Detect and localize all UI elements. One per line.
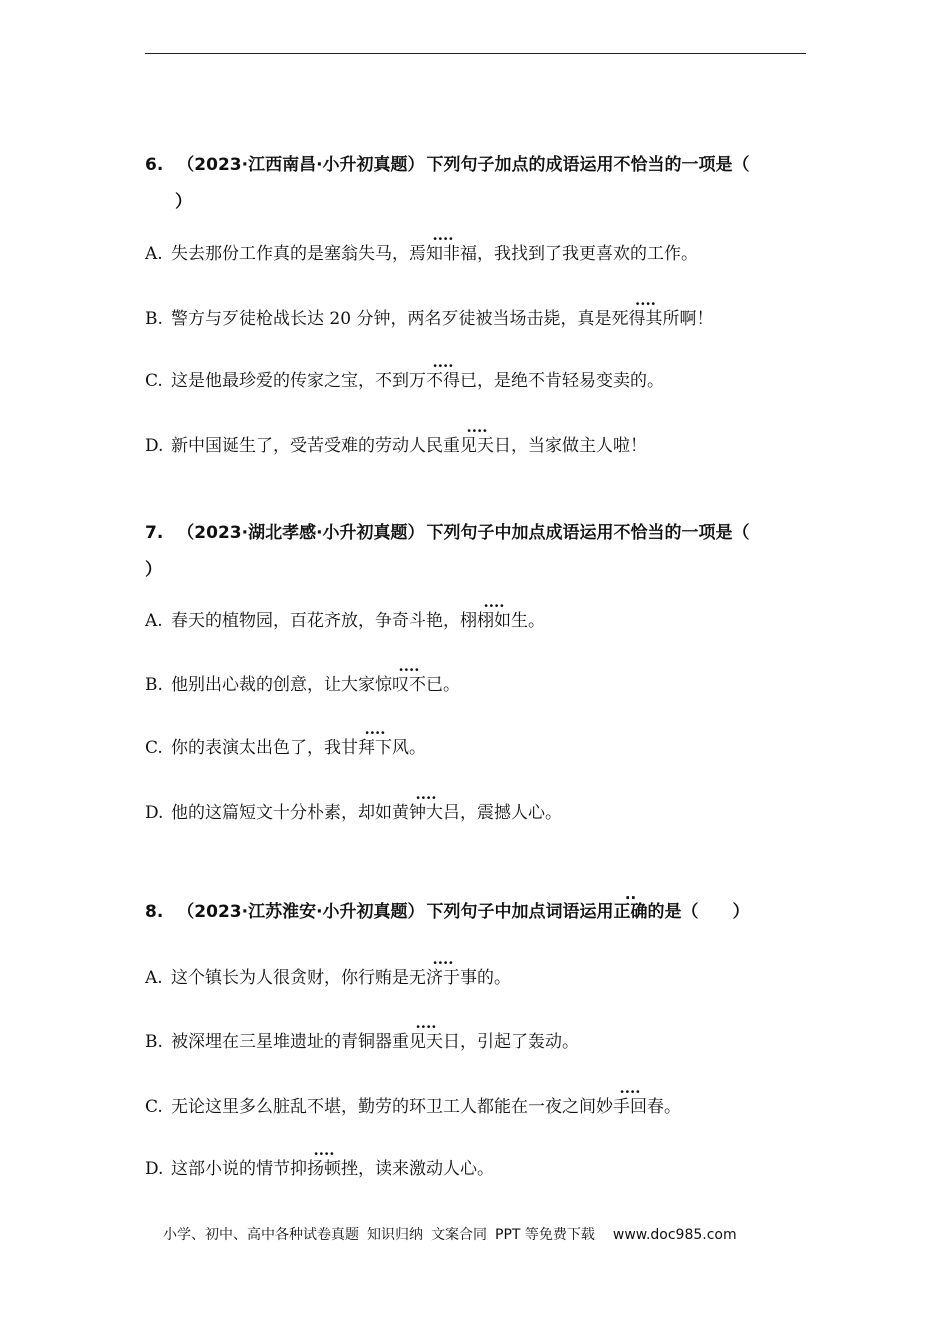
option-text: 失去那份工作真的是塞翁失马， — [171, 244, 409, 264]
option-text: 警方与歹徒枪战长达 20 分钟，两名歹徒被当场击毙，真是 — [171, 309, 612, 329]
question-stem: 的是（ — [647, 902, 699, 922]
question-7-paren-close: ） — [145, 560, 162, 580]
option-text: 的。 — [477, 968, 511, 988]
question-paren-close: ） — [732, 902, 750, 922]
question-7-heading — [145, 523, 750, 543]
option-text: ，引起了轰动。 — [460, 1032, 579, 1052]
option-letter: D. — [145, 1159, 164, 1179]
option-text: ，读来激动人心。 — [358, 1159, 494, 1179]
option-text: 。 — [528, 611, 545, 631]
option-8a — [145, 967, 511, 989]
option-letter: B. — [145, 1032, 163, 1052]
dotted-keyword: ·· 正确 — [614, 902, 648, 922]
option-8b — [145, 1031, 579, 1053]
footer-item: PPT 等免费下载 — [495, 1227, 595, 1243]
option-7c — [145, 737, 426, 759]
option-text: 无论这里多么脏乱不堪，勤劳的环卫工人都能在一夜之间 — [171, 1097, 596, 1117]
footer-item: 知识归纳 — [367, 1227, 423, 1243]
dotted-idiom: ···· 焉知非福 — [409, 243, 477, 265]
option-text: ，我找到了我更喜欢的工作。 — [477, 244, 698, 264]
option-text: ，震撼人心。 — [460, 803, 562, 823]
option-text: 新中国诞生了，受苦受难的劳动人民 — [171, 436, 443, 456]
question-stem: 下列句子加点的成语运用不恰当的一项是（ — [426, 155, 750, 175]
option-text: 被深埋在三星堆遗址的青铜器 — [171, 1032, 392, 1052]
option-6d — [145, 435, 647, 457]
option-text: 你的表演太出色了，我 — [171, 738, 341, 758]
option-text: ，当家做主人啦！ — [511, 436, 647, 456]
option-letter: B. — [145, 675, 163, 695]
option-text: 这是他最珍爱的传家之宝，不到 — [171, 371, 409, 391]
option-letter: D. — [145, 436, 164, 456]
option-text: 。 — [409, 738, 426, 758]
dotted-idiom: ···· 重见天日 — [392, 1031, 460, 1053]
option-text: 他的这篇短文十分朴素，却如 — [171, 803, 392, 823]
dotted-idiom: ···· 栩栩如生 — [460, 610, 528, 632]
option-letter: A. — [145, 611, 163, 631]
option-7b — [145, 674, 460, 696]
option-7d — [145, 802, 562, 824]
option-8c — [145, 1096, 681, 1118]
option-6a — [145, 243, 698, 265]
dotted-idiom: ···· 妙手回春 — [596, 1096, 664, 1118]
footer-item: 小学、初中、高中各种试卷真题 — [163, 1227, 359, 1243]
question-number: 8. — [145, 902, 164, 922]
question-8-heading — [145, 902, 750, 922]
option-6c — [145, 370, 664, 392]
footer-site-link[interactable]: www.doc985.com — [612, 1227, 737, 1243]
page-footer — [163, 1226, 737, 1244]
question-source: （2023·江苏淮安·小升初真题） — [177, 902, 425, 922]
option-letter: D. — [145, 803, 164, 823]
question-source: （2023·江西南昌·小升初真题） — [177, 155, 425, 175]
option-letter: A. — [145, 244, 163, 264]
question-source: （2023·湖北孝感·小升初真题） — [177, 523, 425, 543]
option-7a — [145, 610, 545, 632]
option-text: 这部小说的情节 — [171, 1159, 290, 1179]
option-letter: C. — [145, 738, 163, 758]
question-stem: 下列句子中加点成语运用不恰当的一项是（ — [426, 523, 750, 543]
option-6b — [145, 308, 713, 330]
option-text: 。 — [443, 675, 460, 695]
option-letter: C. — [145, 1097, 163, 1117]
question-number: 7. — [145, 523, 164, 543]
option-letter: A. — [145, 968, 163, 988]
dotted-idiom: ···· 死得其所 — [611, 308, 679, 330]
option-text: 这个镇长为人很贪财，你行贿是 — [171, 968, 409, 988]
question-6-paren-close: ） — [175, 192, 192, 212]
dotted-idiom: ···· 重见天日 — [443, 435, 511, 457]
dotted-idiom: ···· 万不得已 — [409, 370, 477, 392]
option-8d — [145, 1158, 494, 1180]
option-text: 啊！ — [679, 309, 714, 329]
dotted-idiom: ···· 无济于事 — [409, 967, 477, 989]
option-letter: B. — [145, 309, 163, 329]
option-text: 他别出心裁的创意，让大家 — [171, 675, 375, 695]
header-rule — [145, 53, 806, 54]
question-stem: 下列句子中加点词语运用 — [426, 902, 614, 922]
dotted-idiom: ···· 甘拜下风 — [341, 737, 409, 759]
option-text: 春天的植物园，百花齐放，争奇斗艳， — [171, 611, 460, 631]
dotted-idiom: ···· 黄钟大吕 — [392, 802, 460, 824]
option-text: ，是绝不肯轻易变卖的。 — [477, 371, 664, 391]
question-number: 6. — [145, 155, 164, 175]
option-text: 。 — [664, 1097, 681, 1117]
dotted-idiom: ···· 惊叹不已 — [375, 674, 443, 696]
option-letter: C. — [145, 371, 163, 391]
footer-item: 文案合同 — [431, 1227, 487, 1243]
dotted-idiom: ···· 抑扬顿挫 — [290, 1158, 358, 1180]
question-6-heading — [145, 155, 750, 175]
